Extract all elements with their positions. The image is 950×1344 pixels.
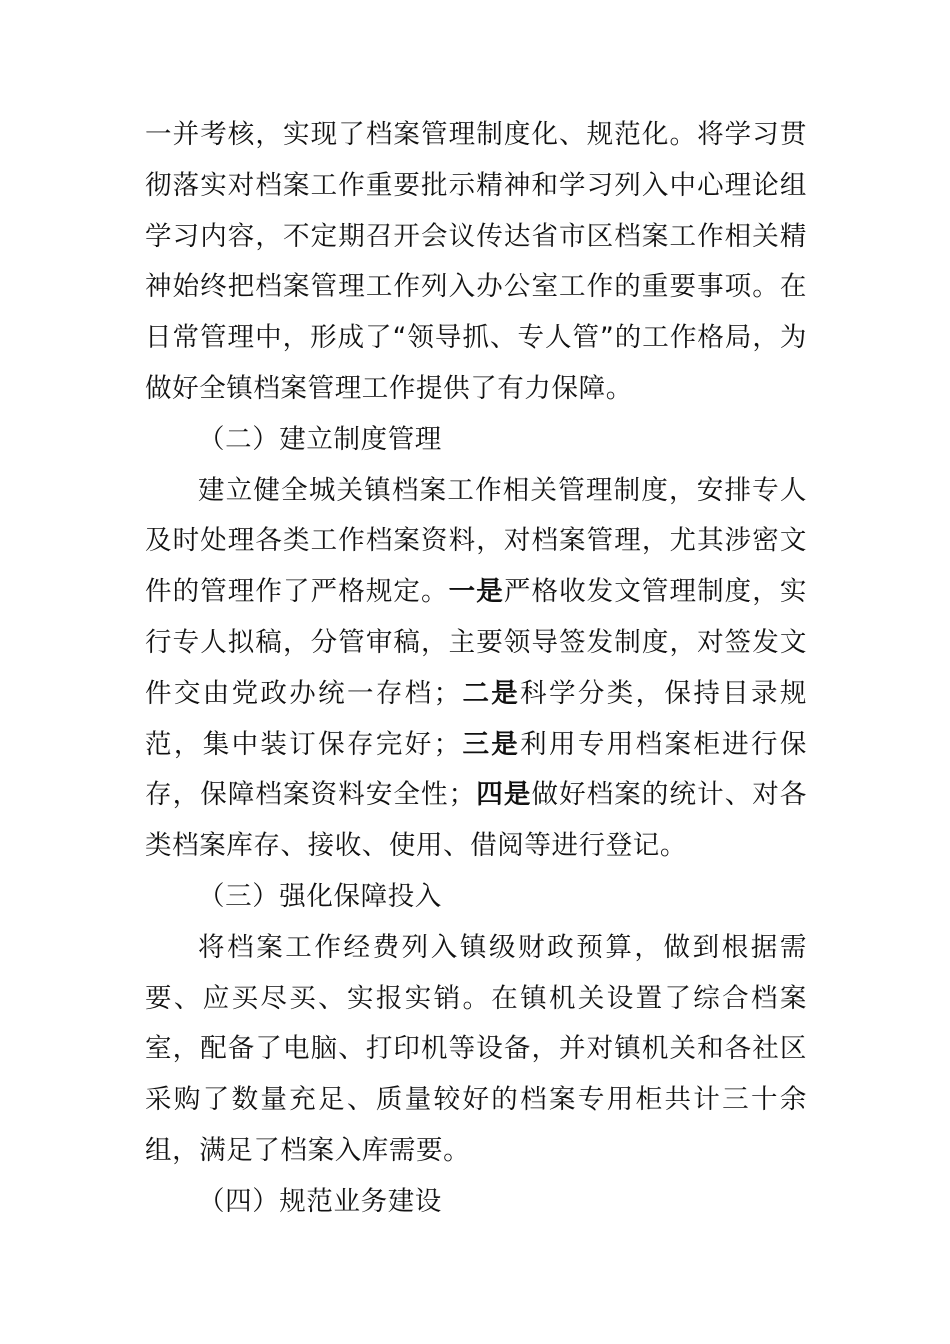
- section-heading-3: （三）强化保障投入: [198, 880, 442, 912]
- item-two-text: 科学分类，保持目录规范，集中装订保存完好；: [145, 677, 807, 760]
- document-body: [145, 110, 807, 1228]
- paragraph-intro: 建立健全城关镇档案工作相关管理制度，安排专人及时处理各类工作档案资料，对档案管理，尤其涉密文件的管理作了严格规定。: [145, 474, 807, 608]
- marker-four: 四是: [475, 779, 532, 811]
- section-heading-4: （四）规范业务建设: [198, 1185, 442, 1217]
- marker-three: 三是: [460, 728, 521, 760]
- section-heading-2: （二）建立制度管理: [198, 423, 442, 455]
- paragraph-system-management: [145, 466, 807, 872]
- item-three-text: 利用专用档案柜进行保存，保障档案资料安全性；: [145, 728, 807, 811]
- paragraph-guarantee-investment: 将档案工作经费列入镇级财政预算，做到根据需要、应买尽买、实报实销。在镇机关设置了综合档案室，配备了电脑、打印机等设备，并对镇机关和各社区采购了数量充足、质量较好的档案专用柜共计三十余组，满足了档案入库需要。: [145, 931, 807, 1166]
- marker-one: 一是: [448, 576, 504, 608]
- paragraph-continuation: 一并考核，实现了档案管理制度化、规范化。将学习贯彻落实对档案工作重要批示精神和学习列入中心理论组学习内容，不定期召开会议传达省市区档案工作相关精神始终把档案管理工作列入办公室工作的重要事项。在日常管理中，形成了“领导抓、专人管”的工作格局，为做好全镇档案管理工作提供了有力保障。: [145, 119, 807, 404]
- marker-two: 二是: [460, 677, 521, 709]
- item-one-text: 严格收发文管理制度，实行专人拟稿，分管审稿，主要领导签发制度，对签发文件交由党政办统一存档；: [145, 576, 807, 709]
- item-four-text: 做好档案的统计、对各类档案库存、接收、使用、借阅等进行登记。: [145, 779, 808, 862]
